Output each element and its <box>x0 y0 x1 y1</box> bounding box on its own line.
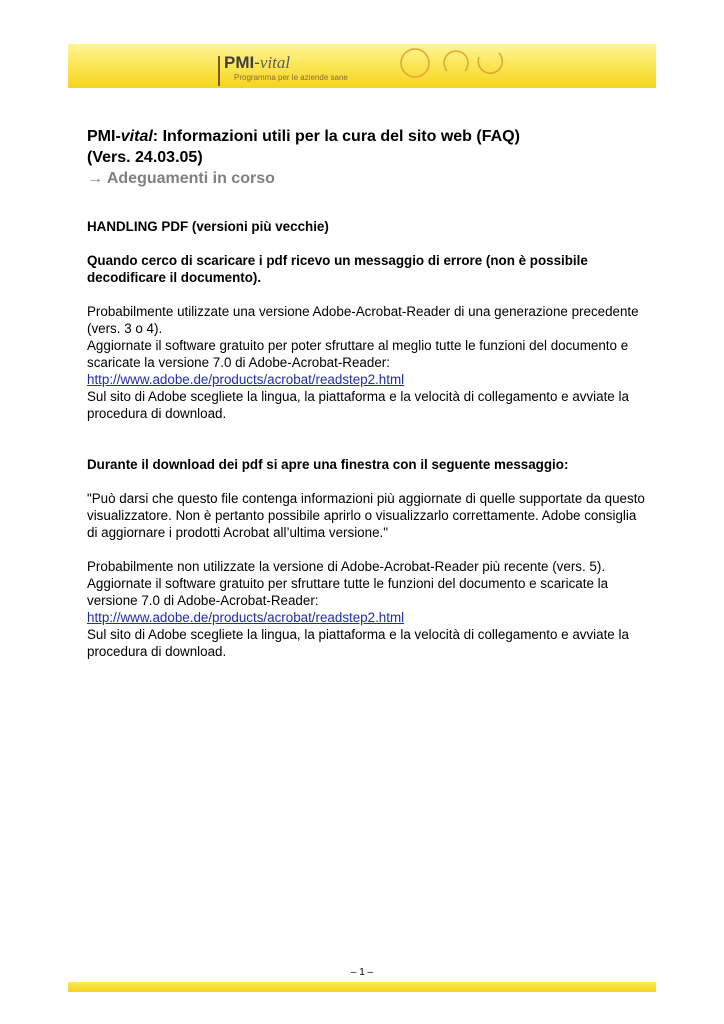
page-number: – 1 – <box>350 967 374 978</box>
document-body <box>87 218 647 660</box>
circle-left <box>401 49 429 77</box>
logo-brand: PMI <box>224 53 255 72</box>
logo-tagline: Programma per le aziende sane <box>234 73 348 82</box>
section-heading: HANDLING PDF (versioni più vecchie) <box>87 219 329 234</box>
footer-band <box>68 982 656 992</box>
arrow-right-icon: → <box>87 170 103 187</box>
faq1-answer-3: Sul sito di Adobe scegliete la lingua, la piattaforma e la velocità di collegamento e avviate la procedura di download. <box>87 389 629 421</box>
faq1-question: Quando cerco di scaricare i pdf ricevo un messaggio di errore (non è possibile decodificare il documento). <box>87 253 588 285</box>
faq2-answer-1: Probabilmente non utilizzate la versione di Adobe-Acrobat-Reader più recente (vers. 5). <box>87 559 606 574</box>
title-main: : Informazioni utili per la cura del sito web (FAQ) <box>152 128 520 145</box>
title-version: (Vers. 24.03.05) <box>87 149 203 166</box>
header-band <box>68 44 656 88</box>
document-title <box>87 126 647 189</box>
faq2-question: Durante il download dei pdf si apre una finestra con il seguente messaggio: <box>87 457 569 472</box>
logo <box>224 53 290 73</box>
faq2-quote: "Può darsi che questo file contenga informazioni più aggiornate di quelle supportate da questo visualizzatore. Non è pertanto possibile aprirlo o visualizzarlo correttamente. Adobe consiglia di aggiornare i prodotti Acrobat all’ultima versione." <box>87 491 645 540</box>
title-subtitle <box>87 168 647 189</box>
circle-middle <box>444 51 468 71</box>
subtitle-text: Adeguamenti in corso <box>103 170 275 187</box>
faq2-adobe-link[interactable]: http://www.adobe.de/products/acrobat/readstep2.html <box>87 610 405 625</box>
logo-separator: - <box>254 53 260 72</box>
logo-suffix: vital <box>259 53 291 72</box>
faq1-answer-2: Aggiornate il software gratuito per poter sfruttare al meglio tutte le funzioni del documento e scaricate la versione 7.0 di Adobe-Acrobat-Reader: <box>87 338 629 370</box>
faq1-adobe-link[interactable]: http://www.adobe.de/products/acrobat/readstep2.html <box>87 372 405 387</box>
title-line <box>87 126 647 147</box>
title-prefix: PMI- <box>87 128 121 145</box>
title-prefix-italic: vital <box>120 128 153 145</box>
logo-circles-icon <box>395 45 515 85</box>
circle-right <box>478 53 502 73</box>
faq1-answer-1: Probabilmente utilizzate una versione Adobe-Acrobat-Reader di una generazione precedente (vers. 3 o 4). <box>87 304 639 336</box>
faq2-answer-3: Sul sito di Adobe scegliete la lingua, la piattaforma e la velocità di collegamento e avviate la procedura di download. <box>87 627 629 659</box>
faq2-answer-2: Aggiornate il software gratuito per sfruttare tutte le funzioni del documento e scaricate la versione 7.0 di Adobe-Acrobat-Reader: <box>87 576 609 608</box>
logo-divider <box>218 56 220 86</box>
